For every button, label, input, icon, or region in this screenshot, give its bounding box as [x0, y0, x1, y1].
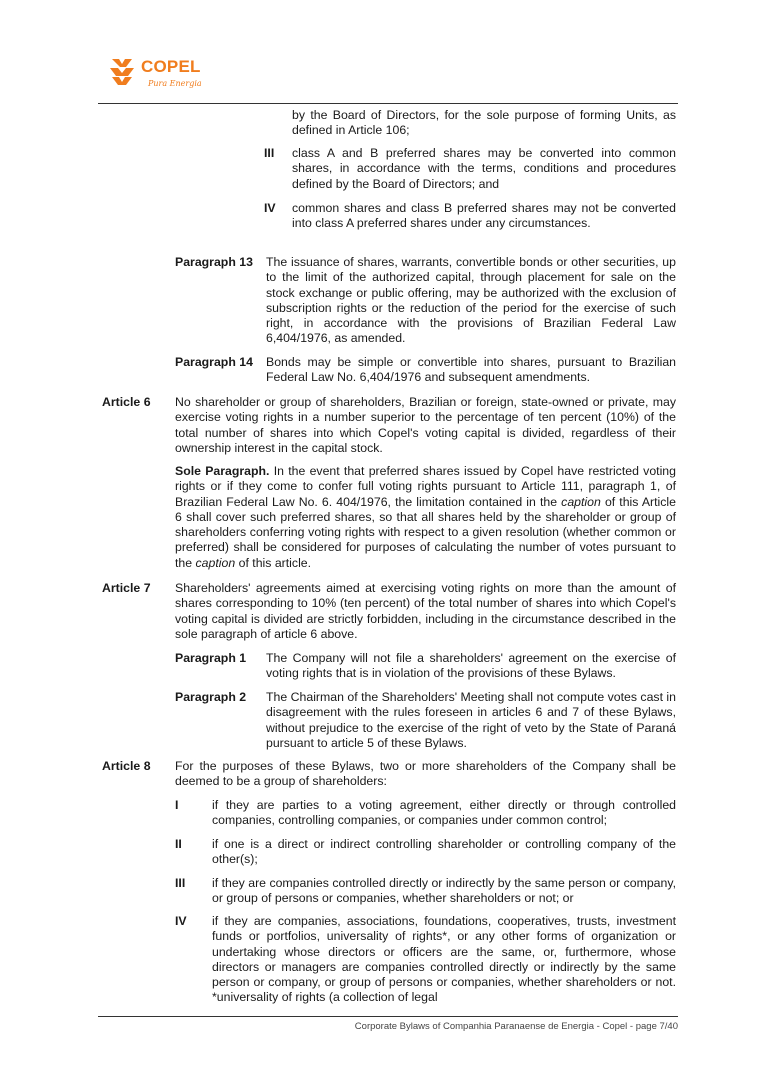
item-label: IV [264, 201, 276, 215]
article-text: No shareholder or group of shareholders, Brazilian or foreign, state-owned or private, may exercise voting rights in a number superior to the percentage of ten percent (10%) of the total number of shares into which Copel's voting capital is divided, regardless of their ownership interest in the capital stock. [175, 395, 676, 455]
article-label: Article 7 [102, 581, 151, 595]
article-text: Shareholders' agreements aimed at exercising voting rights on more than the amount of shares corresponding to 10% (ten percent) of the total number of shares into which Copel's voting capital is divided are strictly forbidden, including in the circumstance described in the sole paragraph of article 6 above. [175, 581, 676, 641]
item-label: III [175, 876, 186, 890]
logo-wordmark: COPEL [141, 57, 201, 76]
item-text: if they are companies, associations, foundations, cooperatives, trusts, investment funds or portfolios, universality of rights*, or any other forms of organization or undertaking whose directors or officers are the same, or, furthermore, whose directors or managers are companies controlled directly or indirectly by the same person or company, or group of persons or companies, whether shareholders or not. *universality of rights (a collection of legal [212, 914, 676, 1005]
item-text: if one is a direct or indirect controlling shareholder or controlling company of the other(s); [212, 837, 676, 867]
sole-paragraph: Sole Paragraph. In the event that preferred shares issued by Copel have restricted voting rights or if they come to confer full voting rights pursuant to Article 111, paragraph 1, of Brazilian Federal Law No. 6. 404/1976, the limitation contained in the caption of this Article 6 shall cover such preferred shares, so that all shares held by the shareholder or group of shareholders conferring voting rights with respect to a given resolution (whether common or preferred) shall be considered for purposes of calculating the number of votes pursuant to the caption of this article. [175, 464, 677, 570]
item-text: class A and B preferred shares may be converted into common shares, in accordance with the terms, conditions and procedures defined by the Board of Directors; and [292, 146, 676, 191]
paragraph-label: Paragraph 2 [175, 690, 247, 704]
article-label: Article 8 [102, 759, 151, 773]
sole-paragraph-label: Sole Paragraph. [175, 464, 270, 478]
item-label: IV [175, 914, 187, 928]
paragraph-text: The issuance of shares, warrants, convertible bonds or other securities, up to the limit of the authorized capital, through placement for sale on the stock exchange or public offering, may be authorized with the exclusion of subscription rights or the reduction of the period for the exercise of such right, in accordance with the provisions of Brazilian Federal Law 6,404/1976, as amended. [266, 255, 676, 346]
header-divider [98, 103, 678, 104]
paragraph-label: Paragraph 14 [175, 355, 253, 369]
item-label: I [175, 798, 179, 812]
paragraph-text: The Chairman of the Shareholders' Meeting shall not compute votes cast in disagreement with the rules foreseen in articles 6 and 7 of these Bylaws, without prejudice to the exercise of the right of veto by the State of Paraná pursuant to article 5 of these Bylaws. [266, 690, 676, 750]
item-text: if they are parties to a voting agreement, either directly or through controlled companies, controlling companies, or companies under common control; [212, 798, 676, 828]
paragraph-label: Paragraph 13 [175, 255, 253, 269]
article-label: Article 6 [102, 395, 151, 409]
item-label: III [264, 146, 275, 160]
footer-divider [98, 1016, 678, 1017]
item-text: common shares and class B preferred shares may not be converted into class A preferred shares under any circumstances. [292, 201, 676, 231]
continued-text: by the Board of Directors, for the sole purpose of forming Units, as defined in Article 106; [292, 108, 676, 138]
logo-tagline: Pura Energia [148, 79, 202, 88]
item-text: if they are companies controlled directly or indirectly by the same person or company, or group of persons or companies, whether shareholders or not; or [212, 876, 676, 906]
article-text: For the purposes of these Bylaws, two or more shareholders of the Company shall be deemed to be a group of shareholders: [175, 759, 676, 789]
company-logo [110, 55, 220, 95]
item-label: II [175, 837, 182, 851]
paragraph-label: Paragraph 1 [175, 651, 247, 665]
paragraph-text: Bonds may be simple or convertible into shares, pursuant to Brazilian Federal Law No. 6,404/1976 and subsequent amendments. [266, 355, 676, 385]
page-footer: Corporate Bylaws of Companhia Paranaense de Energia - Copel - page 7/40 [354, 1021, 678, 1032]
paragraph-text: The Company will not file a shareholders' agreement on the exercise of voting rights that is in violation of the provisions of these Bylaws. [266, 651, 676, 681]
copel-logo-icon [110, 57, 138, 87]
